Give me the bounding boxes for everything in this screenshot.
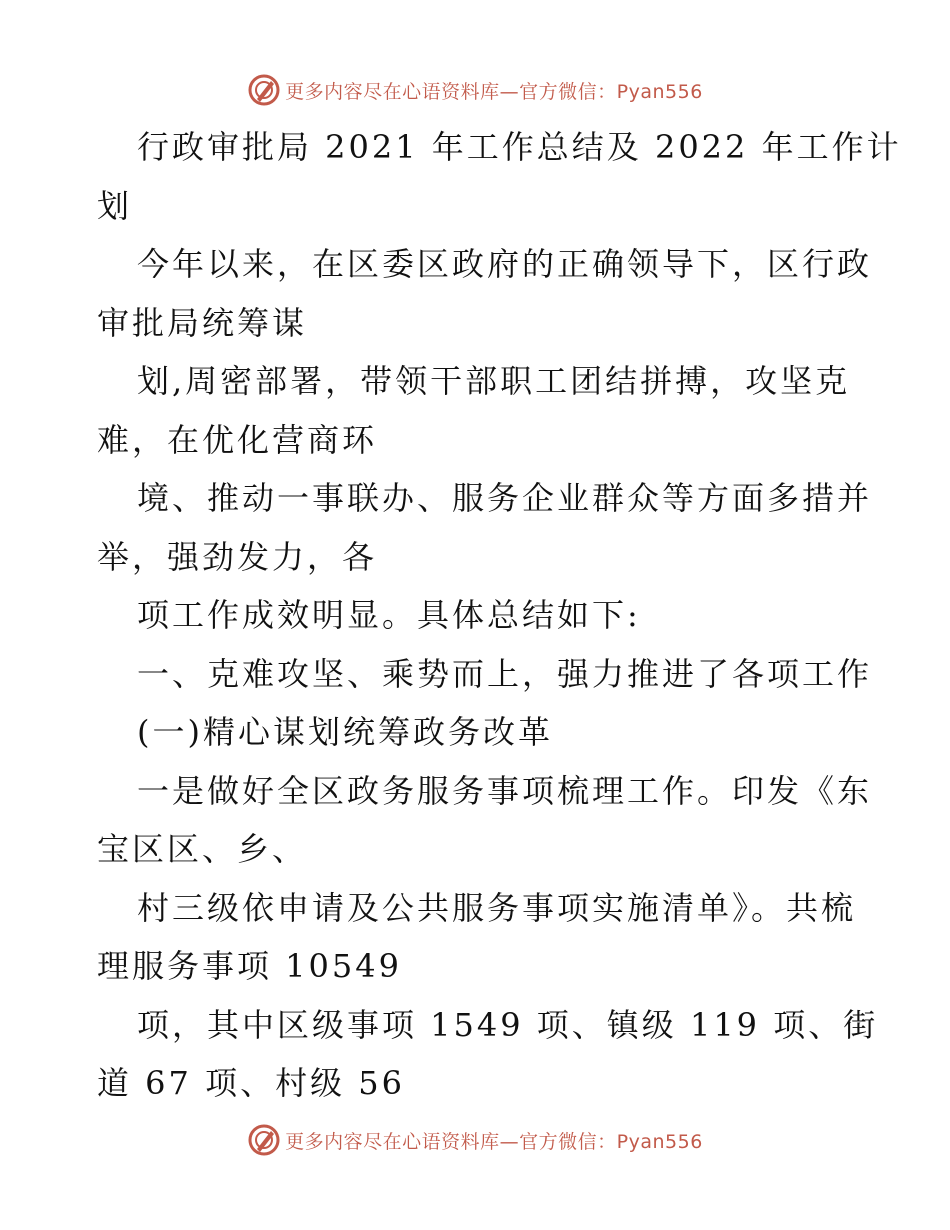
text-line: 道 67 项、村级 56: [97, 1064, 405, 1102]
text-line: 今年以来，在区委区政府的正确领导下，区行政: [137, 245, 873, 283]
watermark-text: 更多内容尽在心语资料库—官方微信：Pyan556: [285, 80, 703, 103]
pen-seal-icon: [247, 1123, 281, 1157]
text-line: 行政审批局 2021 年工作总结及 2022 年工作计: [137, 128, 902, 166]
text-line: 划,周密部署，带领干部职工团结拼搏，攻坚克: [137, 362, 851, 400]
document-body: [97, 118, 902, 1113]
text-line: 项，其中区级事项 1549 项、镇级 119 项、街: [137, 1005, 879, 1044]
watermark-header: [0, 70, 950, 110]
text-line: 境、推动一事联办、服务企业群众等方面多措并: [137, 479, 873, 517]
text-line: 审批局统筹谋: [97, 303, 308, 342]
text-line: 划: [97, 186, 133, 225]
text-line: 举，强劲发力，各: [97, 537, 378, 576]
text-line: 一、克难攻坚、乘势而上，强力推进了各项工作: [137, 654, 873, 693]
text-line: 理服务事项 10549: [97, 947, 402, 985]
text-line: 村三级依申请及公共服务事项实施清单》。共梳: [137, 888, 857, 927]
pen-seal-icon: [247, 73, 281, 107]
watermark-text: 更多内容尽在心语资料库—官方微信：Pyan556: [285, 1130, 703, 1153]
text-line: 项工作成效明显。具体总结如下:: [137, 596, 641, 634]
text-line: (一)精心谋划统筹政务改革: [137, 713, 553, 751]
text-line: 一是做好全区政务服务事项梳理工作。印发《东: [137, 771, 873, 810]
text-line: 难，在优化营商环: [97, 420, 378, 459]
watermark-footer: [0, 1120, 950, 1160]
text-line: 宝区区、乡、: [97, 830, 308, 868]
